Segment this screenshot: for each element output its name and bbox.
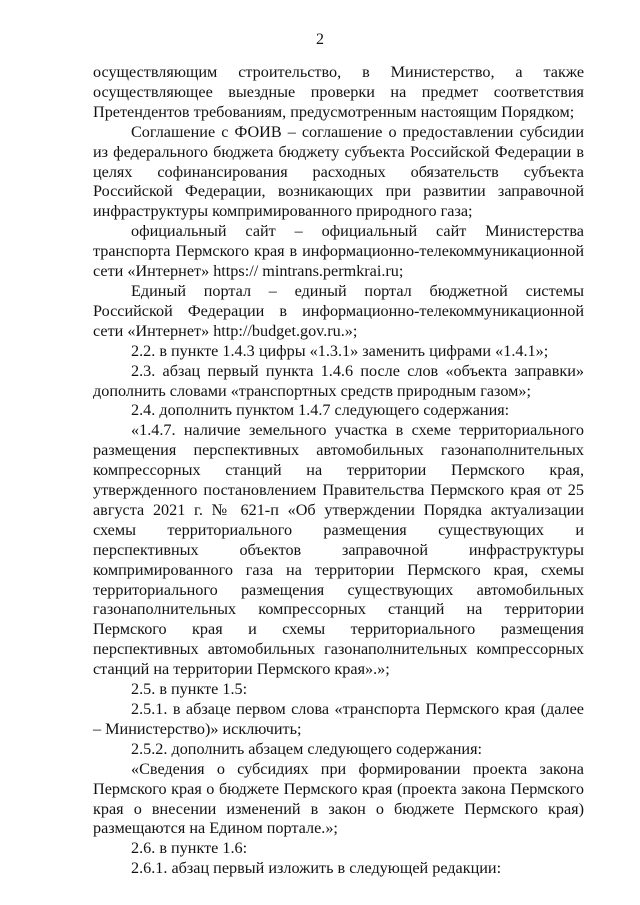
paragraph: 2.6. в пункте 1.6:: [131, 839, 248, 858]
paragraph: 2.4. дополнить пунктом 1.4.7 следующего содержания:: [131, 401, 510, 420]
paragraph: «Сведения о субсидиях при формировании проекта закона Пермского края о бюджете Пермского края (проекта закона Пермского края о внесении изменений в закон о бюджете Пермского края) размещаются на Едином портале.»;: [93, 759, 584, 838]
paragraph: 2.2. в пункте 1.4.3 цифры «1.3.1» заменить цифрами «1.4.1»;: [131, 341, 549, 360]
page-number: 2: [316, 31, 324, 48]
paragraph: осуществляющим строительство, в Министерство, а также осуществляющее выездные проверки на предмет соответствия Претендентов требованиям, предусмотренным настоящим Порядком;: [93, 63, 584, 121]
paragraph: официальный сайт – официальный сайт Министерства транспорта Пермского края в информационно-телекоммуникационной сети «Интернет» https:// mintrans.permkrai.ru;: [93, 222, 584, 281]
paragraph: «1.4.7. наличие земельного участка в схеме территориального размещения перспективных автомобильных газонаполнительных компрессорных станций на территории Пермского края, утвержденного постановлением Правительства Пермского края от 25 августа 2021 г. № 621-п «Об утверждении Порядка актуализации схемы территориального размещения существующих и перспективных объектов заправочной инфраструктуры компримированного газа на территории Пермского края, схемы территориального размещения существующих автомобильных газонаполнительных компрессорных станций на территории Пермского края и схемы территориального размещения перспективных автомобильных газонаполнительных компрессорных станций на территории Пермского края».»;: [93, 421, 584, 679]
paragraph: Соглашение с ФОИВ – соглашение о предоставлении субсидии из федерального бюджета бюджету субъекта Российской Федерации в целях софинансирования расходных обязательств субъекта Российской Федерации, возникающих при развитии заправочной инфраструктуры компримированного природного газа;: [93, 122, 584, 221]
paragraph: 2.5.2. дополнить абзацем следующего содержания:: [131, 739, 483, 758]
paragraph: 2.5. в пункте 1.5:: [131, 680, 248, 699]
paragraph: 2.5.1. в абзаце первом слова «транспорта Пермского края (далее – Министерство)» исключить;: [93, 700, 584, 738]
paragraph: 2.3. абзац первый пункта 1.4.6 после слов «объекта заправки» дополнить словами «транспортных средств природным газом»;: [93, 361, 584, 400]
document-body: [93, 63, 584, 879]
paragraph: Единый портал – единый портал бюджетной системы Российской Федерации в информационно-телекоммуникационной сети «Интернет» http://budget.gov.ru.»;: [93, 281, 584, 340]
paragraph: 2.6.1. абзац первый изложить в следующей редакции:: [131, 859, 502, 878]
